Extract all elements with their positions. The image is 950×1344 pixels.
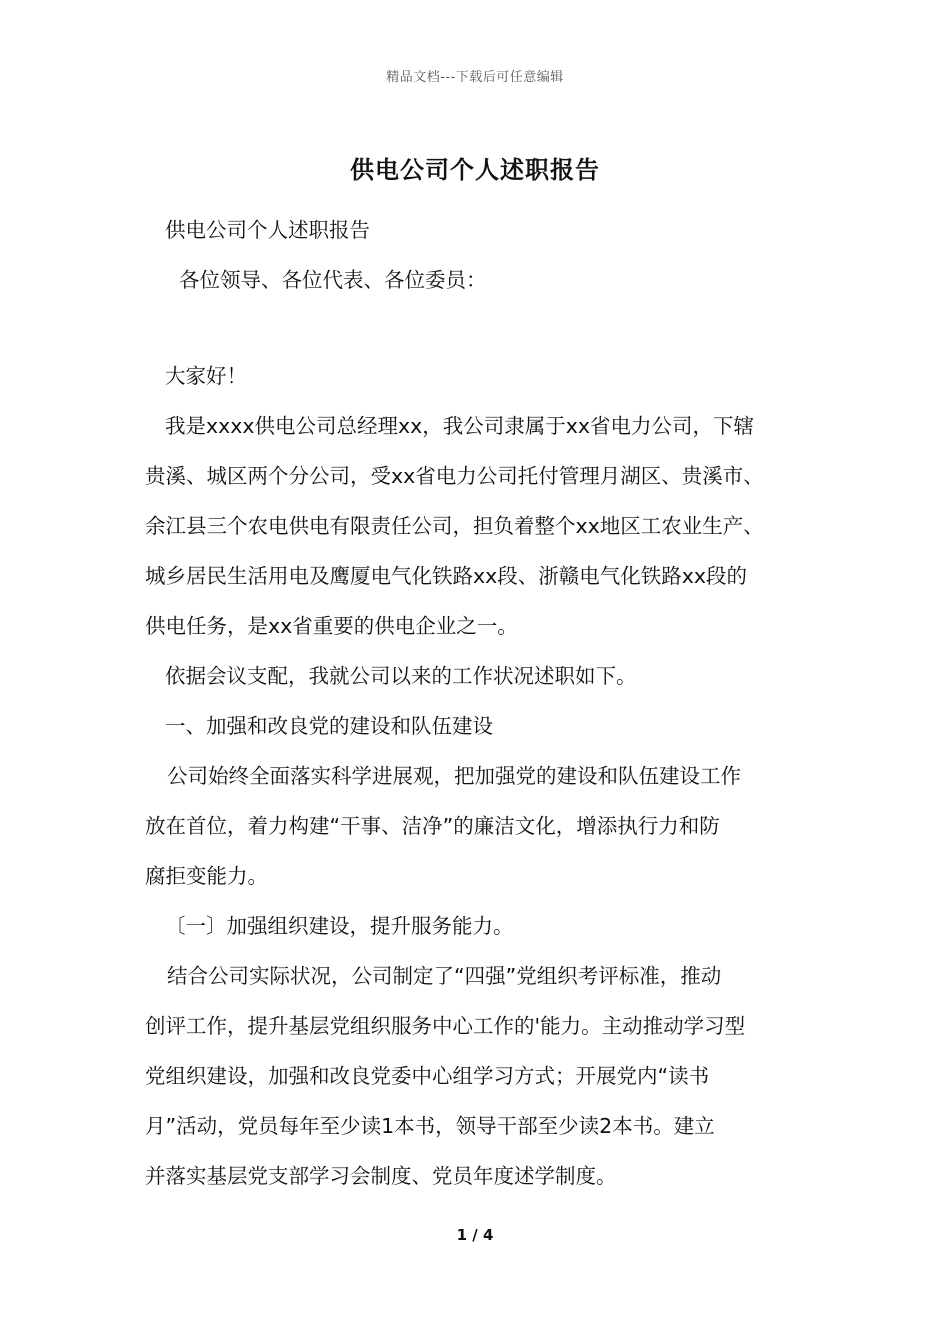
- body-line: 余江县三个农电供电有限责任公司，担负着整个xx地区工农业生产、: [145, 514, 764, 538]
- body-line: 结合公司实际状况，公司制定了“四强”党组织考评标准，推动: [167, 964, 722, 988]
- body-line: 腐拒变能力。: [145, 864, 268, 888]
- section-heading: 一、加强和改良党的建设和队伍建设: [165, 714, 493, 738]
- body-line: 供电公司个人述职报告: [165, 218, 370, 242]
- body-line: 城乡居民生活用电及鹰厦电气化铁路xx段、浙赣电气化铁路xx段的: [145, 564, 748, 588]
- document-title: 供电公司个人述职报告: [350, 156, 600, 184]
- subsection-heading: 〔一〕加强组织建设，提升服务能力。: [165, 914, 514, 938]
- header-note: 精品文档---下载后可任意编辑: [386, 70, 564, 85]
- greeting-line: 大家好！: [165, 364, 247, 388]
- body-line: 放在首位，着力构建“干事、洁净”的廉洁文化，增添执行力和防: [145, 814, 720, 838]
- body-line: 月”活动，党员每年至少读1本书，领导干部至少读2本书。建立: [145, 1114, 715, 1138]
- blank-gap: [145, 305, 815, 351]
- body-line: 党组织建设，加强和改良党委中心组学习方式；开展党内“读书: [145, 1064, 710, 1088]
- body-line: 供电任务，是xx省重要的供电企业之一。: [145, 614, 518, 638]
- body-line: 我是xxxx供电公司总经理xx，我公司隶属于xx省电力公司，下辖: [165, 414, 755, 438]
- document-body: [145, 205, 815, 1201]
- body-line: 公司始终全面落实科学进展观，把加强党的建设和队伍建设工作: [167, 764, 741, 788]
- body-line: 创评工作，提升基层党组织服务中心工作的'能力。主动推动学习型: [145, 1014, 746, 1038]
- salutation-line: 各位领导、各位代表、各位委员：: [179, 268, 487, 292]
- body-line: 贵溪、城区两个分公司，受xx省电力公司托付管理月湖区、贵溪市、: [145, 464, 764, 488]
- body-line: 并落实基层党支部学习会制度、党员年度述学制度。: [145, 1164, 617, 1188]
- body-line: 依据会议支配，我就公司以来的工作状况述职如下。: [165, 664, 637, 688]
- page-number: 1 / 4: [456, 1226, 494, 1244]
